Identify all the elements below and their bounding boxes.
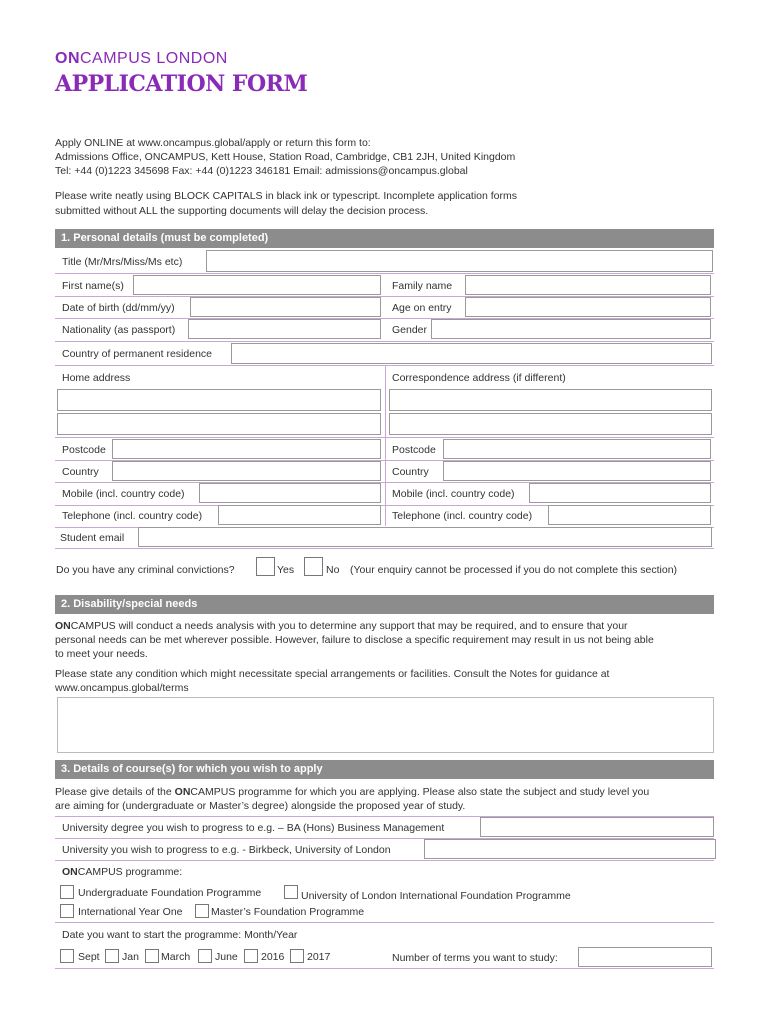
criminal-yes-label: Yes (277, 564, 295, 576)
mfp-checkbox[interactable] (195, 904, 209, 918)
year-2016-label: 2016 (261, 951, 285, 963)
special-needs-textarea[interactable] (57, 697, 714, 753)
section-3-heading: 3. Details of course(s) for which you wish to apply (55, 760, 714, 779)
corr-postcode-label: Postcode (392, 444, 436, 456)
title-label: Title (Mr/Mrs/Miss/Ms etc) (62, 256, 183, 268)
country-residence-label: Country of permanent residence (62, 348, 212, 360)
home-country-field[interactable] (112, 461, 381, 481)
june-label: June (215, 951, 238, 963)
degree-field[interactable] (480, 817, 714, 837)
programme-label: ONCAMPUS programme: (62, 866, 183, 878)
home-country-label: Country (62, 466, 99, 478)
year-2017-checkbox[interactable] (290, 949, 304, 963)
first-name-label: First name(s) (62, 280, 124, 292)
corr-country-label: Country (392, 466, 429, 478)
needs-paragraph-line-1: ONCAMPUS will conduct a needs analysis with you to determine any support that may be required, and to ensure that your (55, 620, 628, 632)
corr-telephone-field[interactable] (548, 505, 711, 525)
gender-field[interactable] (431, 319, 711, 339)
home-address-label: Home address (62, 372, 131, 384)
brand-logo-text: ONCAMPUS LONDON (55, 50, 228, 67)
student-email-label: Student email (60, 532, 125, 544)
criminal-no-checkbox[interactable] (304, 557, 323, 576)
home-telephone-field[interactable] (218, 505, 381, 525)
criminal-yes-checkbox[interactable] (256, 557, 275, 576)
degree-label: University degree you wish to progress to e.g. – BA (Hons) Business Management (62, 822, 445, 834)
university-label: University you wish to progress to e.g. - Birkbeck, University of London (62, 844, 391, 856)
sept-checkbox[interactable] (60, 949, 74, 963)
dob-label: Date of birth (dd/mm/yy) (62, 302, 175, 314)
course-paragraph-line-2: are aiming for (undergraduate or Master’s degree) alongside the proposed year of study. (55, 800, 466, 812)
instructions-line-1: Please write neatly using BLOCK CAPITALS in black ink or typescript. Incomplete application forms (55, 190, 518, 202)
instructions-line-2: submitted without ALL the supporting documents will delay the decision process. (55, 205, 429, 217)
iy1-label: International Year One (78, 906, 183, 918)
ufp-label: Undergraduate Foundation Programme (78, 887, 262, 899)
correspondence-address-line-2[interactable] (389, 413, 712, 435)
correspondence-address-line-1[interactable] (389, 389, 712, 411)
march-label: March (161, 951, 191, 963)
home-postcode-field[interactable] (112, 439, 381, 459)
section-1-heading: 1. Personal details (must be completed) (55, 229, 714, 248)
first-name-field[interactable] (133, 275, 381, 295)
intro-line-2: Admissions Office, ONCAMPUS, Kett House, Station Road, Cambridge, CB1 2JH, United Kingdom (55, 151, 516, 163)
corr-mobile-label: Mobile (incl. country code) (392, 488, 515, 500)
course-paragraph-line-1: Please give details of the ONCAMPUS programme for which you are applying. Please also state the subject and study level you (55, 786, 650, 798)
age-label: Age on entry (392, 302, 452, 314)
mfp-label: Master’s Foundation Programme (211, 906, 365, 918)
condition-paragraph-line-1: Please state any condition which might necessitate special arrangements or facilities. Consult the Notes for guidance at (55, 668, 610, 680)
dob-field[interactable] (190, 297, 381, 317)
jan-label: Jan (122, 951, 139, 963)
corr-telephone-label: Telephone (incl. country code) (392, 510, 533, 522)
needs-paragraph-line-3: to meet your needs. (55, 648, 148, 660)
corr-country-field[interactable] (443, 461, 711, 481)
jan-checkbox[interactable] (105, 949, 119, 963)
corr-mobile-field[interactable] (529, 483, 711, 503)
gender-label: Gender (392, 324, 428, 336)
home-address-line-2[interactable] (57, 413, 381, 435)
terms-field[interactable] (578, 947, 712, 967)
section-2-heading: 2. Disability/special needs (55, 595, 714, 614)
home-address-line-1[interactable] (57, 389, 381, 411)
condition-paragraph-line-2: www.oncampus.global/terms (55, 682, 189, 694)
university-field[interactable] (424, 839, 716, 859)
ufp-checkbox[interactable] (60, 885, 74, 899)
correspondence-address-label: Correspondence address (if different) (392, 372, 566, 384)
home-telephone-label: Telephone (incl. country code) (62, 510, 203, 522)
intro-line-3: Tel: +44 (0)1223 345698 Fax: +44 (0)1223 346181 Email: admissions@oncampus.global (55, 165, 468, 177)
home-mobile-field[interactable] (199, 483, 381, 503)
student-email-field[interactable] (138, 527, 712, 547)
june-checkbox[interactable] (198, 949, 212, 963)
family-name-field[interactable] (465, 275, 711, 295)
criminal-question: Do you have any criminal convictions? (56, 564, 235, 576)
nationality-label: Nationality (as passport) (62, 324, 176, 336)
home-postcode-label: Postcode (62, 444, 106, 456)
year-2017-label: 2017 (307, 951, 331, 963)
intro-line-1: Apply ONLINE at www.oncampus.global/apply or return this form to: (55, 137, 371, 149)
page-title: APPLICATION FORM (55, 71, 308, 97)
corr-postcode-field[interactable] (443, 439, 711, 459)
country-residence-field[interactable] (231, 343, 712, 364)
ulifp-label: University of London International Foundation Programme (301, 890, 571, 902)
family-name-label: Family name (392, 280, 453, 292)
terms-label: Number of terms you want to study: (392, 952, 558, 964)
home-mobile-label: Mobile (incl. country code) (62, 488, 185, 500)
criminal-no-label: No (326, 564, 340, 576)
age-field[interactable] (465, 297, 711, 317)
march-checkbox[interactable] (145, 949, 159, 963)
year-2016-checkbox[interactable] (244, 949, 258, 963)
start-date-label: Date you want to start the programme: Month/Year (62, 929, 298, 941)
iy1-checkbox[interactable] (60, 904, 74, 918)
ulifp-checkbox[interactable] (284, 885, 298, 899)
criminal-note: (Your enquiry cannot be processed if you do not complete this section) (350, 564, 678, 576)
nationality-field[interactable] (188, 319, 381, 339)
needs-paragraph-line-2: personal needs can be met wherever possible. However, failure to disclose a specific requirement may result in us not being able (55, 634, 654, 646)
sept-label: Sept (78, 951, 100, 963)
title-field[interactable] (206, 250, 713, 272)
